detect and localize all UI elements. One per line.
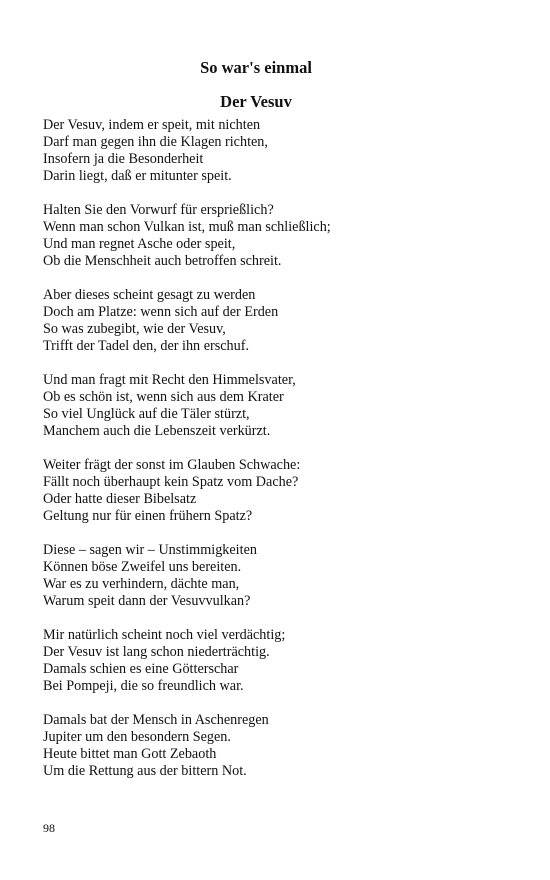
stanza xyxy=(43,202,503,270)
stanza xyxy=(43,627,503,695)
section-title: So war's einmal xyxy=(200,58,312,77)
verse-line: Darin liegt, daß er mitunter speit. xyxy=(43,168,232,184)
verse-line: Können böse Zweifel uns bereiten. xyxy=(43,559,242,575)
verse-line: Insofern ja die Besonderheit xyxy=(43,151,204,167)
poem-title: Der Vesuv xyxy=(220,92,292,111)
verse-line: Trifft der Tadel den, der ihn erschuf. xyxy=(43,338,249,354)
verse-line: Diese – sagen wir – Unstimmigkeiten xyxy=(43,542,257,558)
verse-line: Ob die Menschheit auch betroffen schreit. xyxy=(43,253,282,269)
verse-line: Und man regnet Asche oder speit, xyxy=(43,236,236,252)
stanza xyxy=(43,542,503,610)
verse-line: Aber dieses scheint gesagt zu werden xyxy=(43,287,256,303)
stanza xyxy=(43,712,503,780)
verse-line: Wenn man schon Vulkan ist, muß man schließlich; xyxy=(43,219,331,235)
verse-line: Manchem auch die Lebenszeit verkürzt. xyxy=(43,423,271,439)
verse-line: So was zubegibt, wie der Vesuv, xyxy=(43,321,226,337)
verse-line: Doch am Platze: wenn sich auf der Erden xyxy=(43,304,279,320)
verse-line: Mir natürlich scheint noch viel verdächtig; xyxy=(43,627,286,643)
verse-line: War es zu verhindern, dächte man, xyxy=(43,576,240,592)
verse-line: Der Vesuv, indem er speit, mit nichten xyxy=(43,117,261,133)
verse-line: Damals bat der Mensch in Aschenregen xyxy=(43,712,269,728)
verse-line: So viel Unglück auf die Täler stürzt, xyxy=(43,406,250,422)
verse-line: Geltung nur für einen frühern Spatz? xyxy=(43,508,253,524)
verse-line: Halten Sie den Vorwurf für ersprießlich? xyxy=(43,202,274,218)
stanza xyxy=(43,457,503,525)
verse-line: Darf man gegen ihn die Klagen richten, xyxy=(43,134,268,150)
poem-body xyxy=(43,117,503,780)
verse-line: Jupiter um den besondern Segen. xyxy=(43,729,231,745)
verse-line: Heute bittet man Gott Zebaoth xyxy=(43,746,217,762)
verse-line: Damals schien es eine Götterschar xyxy=(43,661,239,677)
page-number: 98 xyxy=(43,821,55,835)
verse-line: Weiter frägt der sonst im Glauben Schwache: xyxy=(43,457,301,473)
verse-line: Ob es schön ist, wenn sich aus dem Krater xyxy=(43,389,284,405)
verse-line: Der Vesuv ist lang schon niederträchtig. xyxy=(43,644,270,660)
verse-line: Fällt noch überhaupt kein Spatz vom Dache? xyxy=(43,474,299,490)
stanza xyxy=(43,287,503,355)
stanza xyxy=(43,372,503,440)
verse-line: Bei Pompeji, die so freundlich war. xyxy=(43,678,244,694)
verse-line: Oder hatte dieser Bibelsatz xyxy=(43,491,197,507)
verse-line: Und man fragt mit Recht den Himmelsvater, xyxy=(43,372,296,388)
verse-line: Um die Rettung aus der bittern Not. xyxy=(43,763,247,779)
verse-line: Warum speit dann der Vesuvvulkan? xyxy=(43,593,251,609)
stanza xyxy=(43,117,503,185)
